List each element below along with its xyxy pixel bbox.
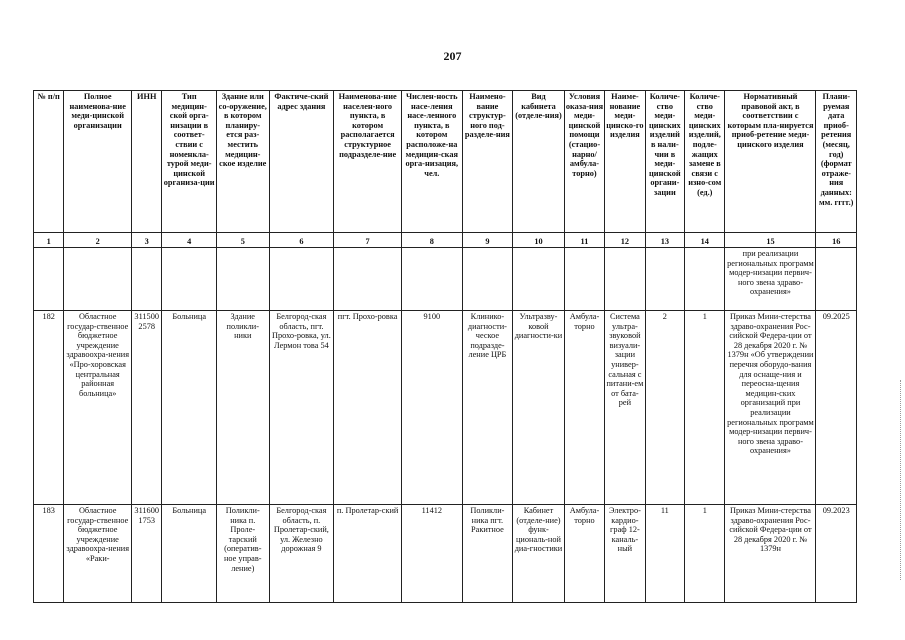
cell-qty-have: 11: [645, 505, 684, 603]
cell-type: Больница: [162, 311, 217, 505]
cell-cabinet: Кабинет (отделе-ние) функ-циональ-ной диа-гностики: [513, 505, 565, 603]
header-act: Нормативный правовой акт, в соответствии с которым пла-нируется приоб-ретение меди-цинского изделия: [725, 91, 816, 233]
header-conditions: Условия оказа-ния меди-цинской помощи (стацио-нарно/ амбула-торно): [564, 91, 604, 233]
empty-cell: [162, 248, 217, 311]
column-number: 4: [162, 233, 217, 248]
column-number-row: [34, 233, 857, 248]
cell-qty-replace: 1: [685, 311, 725, 505]
header-unit: Наимено-вание структур-ного под-разделе-ния: [462, 91, 513, 233]
empty-cell: [216, 248, 269, 311]
cell-population: 9100: [401, 311, 462, 505]
column-number: 14: [685, 233, 725, 248]
header-population: Числен-ность насе-ления насе-ленного пункта, в котором расположе-на медицин-ская орга-низация, чел.: [401, 91, 462, 233]
cell-locality: пгт. Прохо-ровка: [334, 311, 402, 505]
column-number: 2: [64, 233, 132, 248]
table-row: [34, 311, 857, 505]
empty-cell: [462, 248, 513, 311]
cell-locality: п. Пролетар-ский: [334, 505, 402, 603]
header-building: Здание или со-оружение, в котором планиру-ется раз-местить медицин-ское изделие: [216, 91, 269, 233]
header-cabinet: Вид кабинета (отделе-ния): [513, 91, 565, 233]
cell-unit: Клинико-диагности-ческое подразде-ление ЦРБ: [462, 311, 513, 505]
header-org: Полное наименова-ние меди-цинской организации: [64, 91, 132, 233]
cell-conditions: Амбула-торно: [564, 311, 604, 505]
cell-conditions: Амбула-торно: [564, 505, 604, 603]
column-number: 12: [605, 233, 645, 248]
column-number: 1: [34, 233, 64, 248]
empty-cell: [645, 248, 684, 311]
empty-cell: [605, 248, 645, 311]
table-row-continuation: [34, 248, 857, 311]
header-type: Тип медицин-ской орга-низации в соответ-ствии с номенкла-турой меди-цинской организа-ции: [162, 91, 217, 233]
empty-cell: [132, 248, 162, 311]
empty-cell: [513, 248, 565, 311]
cell-population: 11412: [401, 505, 462, 603]
scan-edge-marks: [896, 380, 901, 580]
cell-inn: 311500 2578: [132, 311, 162, 505]
cell-org: Областное государ-ственное бюджетное учреждение здравоохра-нения «Про-хоровская центральная районная больница»: [64, 311, 132, 505]
cell-date: 09.2025: [816, 311, 857, 505]
empty-cell: [816, 248, 857, 311]
header-device: Наиме-нование меди-цинско-го изделия: [605, 91, 645, 233]
empty-cell: [64, 248, 132, 311]
column-number: 10: [513, 233, 565, 248]
cell-building: Здание поликли-ники: [216, 311, 269, 505]
cell-type: Больница: [162, 505, 217, 603]
column-number: 8: [401, 233, 462, 248]
column-number: 7: [334, 233, 402, 248]
empty-cell: [269, 248, 334, 311]
cell-num: 183: [34, 505, 64, 603]
cell-date: 09.2023: [816, 505, 857, 603]
header-date: Плани-руемая дата приоб-ретения (месяц, год) (формат отраже-ния данных: мм. гггг.): [816, 91, 857, 233]
header-qty-have: Количе-ство меди-цинских изделий в нали-чии в меди-цинской органи-зации: [645, 91, 684, 233]
empty-cell: [401, 248, 462, 311]
column-number: 9: [462, 233, 513, 248]
empty-cell: [334, 248, 402, 311]
empty-cell: [34, 248, 64, 311]
column-number: 6: [269, 233, 334, 248]
column-number: 11: [564, 233, 604, 248]
table-header-row: [34, 91, 857, 233]
header-address: Фактиче-ский адрес здания: [269, 91, 334, 233]
column-number: 16: [816, 233, 857, 248]
cell-qty-have: 2: [645, 311, 684, 505]
cell-cabinet: Ультразву-ковой диагности-ки: [513, 311, 565, 505]
page-number: 207: [443, 49, 462, 63]
column-number: 3: [132, 233, 162, 248]
cell-qty-replace: 1: [685, 505, 725, 603]
cell-num: 182: [34, 311, 64, 505]
cell-unit: Поликли-ника пгт. Ракитное: [462, 505, 513, 603]
cell-address: Белгород-ская область, пгт. Прохо-ровка, ул. Лермон това 54: [269, 311, 334, 505]
header-qty-replace: Количе-ство меди-цинских изделий, подле-жащих замене в связи с изно-сом (ед.): [685, 91, 725, 233]
cell-act: Приказ Мини-стерства здраво-охранения Рос-сийской Федера-ции от 28 декабря 2020 г. № 1379н «Об утверждении перечня оборудо-вания для оснаще-ния и переосна-щения медицин-ских организаций при реализации региональных программ модер-низации первич-ного звена здраво-охранения»: [725, 311, 816, 505]
header-locality: Наименова-ние населен-ного пункта, в котором располагается структурное подразделе-ние: [334, 91, 402, 233]
header-inn: ИНН: [132, 91, 162, 233]
empty-cell: [685, 248, 725, 311]
header-num: № п/п: [34, 91, 64, 233]
cell-inn: 311600 1753: [132, 505, 162, 603]
column-number: 5: [216, 233, 269, 248]
cell-device: Система ультра-звуковой визуали-зации универ-сальная с питани-ем от бата-рей: [605, 311, 645, 505]
equipment-table: [33, 90, 857, 603]
cell-org: Областное государ-ственное бюджетное учреждение здравоохра-нения «Раки-: [64, 505, 132, 603]
cell-address: Белгород-ская область, п. Пролетар-ский, ул. Железно дорожная 9: [269, 505, 334, 603]
cell-act: Приказ Мини-стерства здраво-охранения Рос-сийской Федера-ции от 28 декабря 2020 г. № 1379н: [725, 505, 816, 603]
empty-cell: [564, 248, 604, 311]
table-row: [34, 505, 857, 603]
column-number: 13: [645, 233, 684, 248]
cell-device: Электро-кардио-граф 12-каналь-ный: [605, 505, 645, 603]
column-number: 15: [725, 233, 816, 248]
cell-act-continuation: при реализации региональных программ модер-низации первич-ного звена здраво-охранения»: [725, 248, 816, 311]
cell-building: Поликли-ника п. Проле-тарский (оператив-ное управ-ление): [216, 505, 269, 603]
